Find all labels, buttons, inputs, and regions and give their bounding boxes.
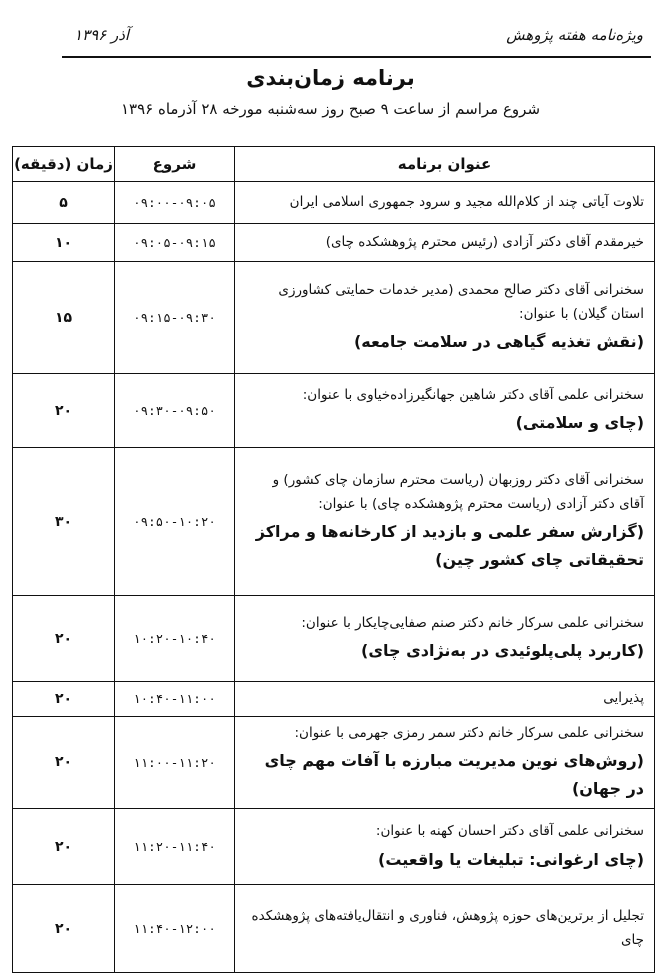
page-title: برنامه زمان‌بندی	[246, 66, 415, 90]
program-title-cell	[235, 716, 655, 809]
duration-cell: ۲۰	[13, 885, 115, 973]
start-time-cell: ۱۱:۰۰-۱۱:۲۰	[115, 716, 235, 809]
start-time-cell: ۱۱:۴۰-۱۲:۰۰	[115, 885, 235, 973]
table-row	[13, 716, 655, 809]
program-title-cell	[235, 885, 655, 973]
page-subtitle: شروع مراسم از ساعت ۹ صبح روز سه‌شنبه مورخه ۲۸ آذرماه ۱۳۹۶	[120, 100, 541, 118]
program-title-cell	[235, 374, 655, 448]
start-time-cell: ۰۹:۳۰-۰۹:۵۰	[115, 374, 235, 448]
program-topic: (کاربرد پلی‌پلوئیدی در به‌نژادی چای)	[361, 641, 644, 661]
program-title-cell	[235, 262, 655, 374]
duration-cell: ۲۰	[13, 682, 115, 717]
program-description: تجلیل از برترین‌های حوزه پژوهش، فناوری و انتقال‌یافته‌های پژوهشکده چای	[251, 908, 644, 948]
program-title-cell	[235, 809, 655, 885]
header-duration: زمان (دقیقه)	[13, 147, 115, 182]
table-row	[13, 596, 655, 682]
table-row	[13, 448, 655, 596]
duration-cell: ۳۰	[13, 448, 115, 596]
publication-name: ویژه‌نامه هفته پژوهش	[506, 26, 643, 44]
program-topic: (گزارش سفر علمی و بازدید از کارخانه‌ها و مراکز تحقیقاتی چای کشور چین)	[255, 522, 644, 570]
header-divider	[62, 56, 651, 58]
duration-cell: ۲۰	[13, 596, 115, 682]
start-time-cell: ۰۹:۰۵-۰۹:۱۵	[115, 224, 235, 262]
program-description: سخنرانی علمی سرکار خانم دکتر سمر رمزی جهرمی با عنوان:	[294, 724, 644, 741]
program-title-cell	[235, 182, 655, 224]
start-time-cell: ۱۰:۴۰-۱۱:۰۰	[115, 682, 235, 717]
program-description: پذیرایی	[603, 690, 644, 706]
program-title-cell	[235, 224, 655, 262]
start-time-cell: ۱۰:۲۰-۱۰:۴۰	[115, 596, 235, 682]
program-description: سخنرانی آقای دکتر روزبهان (ریاست محترم سازمان چای کشور) و آقای دکتر آزادی (ریاست محترم پژوهشکده چای) با عنوان:	[272, 471, 644, 512]
header-start: شروع	[115, 147, 235, 182]
table-row	[13, 262, 655, 374]
publication-date: آذر ۱۳۹۶	[74, 26, 130, 44]
program-topic: (نقش تغذیه گیاهی در سلامت جامعه)	[353, 332, 644, 352]
program-topic: (چای و سلامتی)	[515, 413, 644, 433]
table-row	[13, 182, 655, 224]
start-time-cell: ۱۱:۲۰-۱۱:۴۰	[115, 809, 235, 885]
program-description: سخنرانی آقای دکتر صالح محمدی (مدیر خدمات حمایتی کشاورزی استان گیلان) با عنوان:	[278, 281, 644, 322]
program-topic: (چای ارغوانی: تبلیغات یا واقعیت)	[378, 849, 644, 869]
program-description: خیرمقدم آقای دکتر آزادی (رئیس محترم پژوهشکده چای)	[325, 233, 644, 250]
schedule-header-row	[13, 147, 655, 182]
duration-cell: ۵	[13, 182, 115, 224]
duration-cell: ۲۰	[13, 374, 115, 448]
program-title-cell	[235, 448, 655, 596]
program-title-cell	[235, 596, 655, 682]
start-time-cell: ۰۹:۱۵-۰۹:۳۰	[115, 262, 235, 374]
duration-cell: ۱۰	[13, 224, 115, 262]
table-row	[13, 885, 655, 973]
table-row	[13, 682, 655, 717]
start-time-cell: ۰۹:۵۰-۱۰:۲۰	[115, 448, 235, 596]
schedule-table	[12, 146, 655, 973]
start-time-cell: ۰۹:۰۰-۰۹:۰۵	[115, 182, 235, 224]
duration-cell: ۲۰	[13, 809, 115, 885]
program-description: سخنرانی علمی آقای دکتر احسان کهنه با عنوان:	[375, 822, 644, 839]
table-row	[13, 374, 655, 448]
program-topic: (روش‌های نوین مدیریت مبارزه با آفات مهم چای در جهان)	[264, 751, 644, 799]
program-description: سخنرانی علمی آقای دکتر شاهین جهانگیرزاده‌خیاوی با عنوان:	[302, 386, 644, 403]
program-title-cell	[235, 682, 655, 717]
header-program: عنوان برنامه	[235, 147, 655, 182]
duration-cell: ۱۵	[13, 262, 115, 374]
program-description: سخنرانی علمی سرکار خانم دکتر صنم صفایی‌چایکار با عنوان:	[301, 614, 644, 631]
table-row	[13, 224, 655, 262]
table-row	[13, 809, 655, 885]
duration-cell: ۲۰	[13, 716, 115, 809]
program-description: تلاوت آیاتی چند از کلام‌الله مجید و سرود جمهوری اسلامی ایران	[289, 193, 644, 210]
